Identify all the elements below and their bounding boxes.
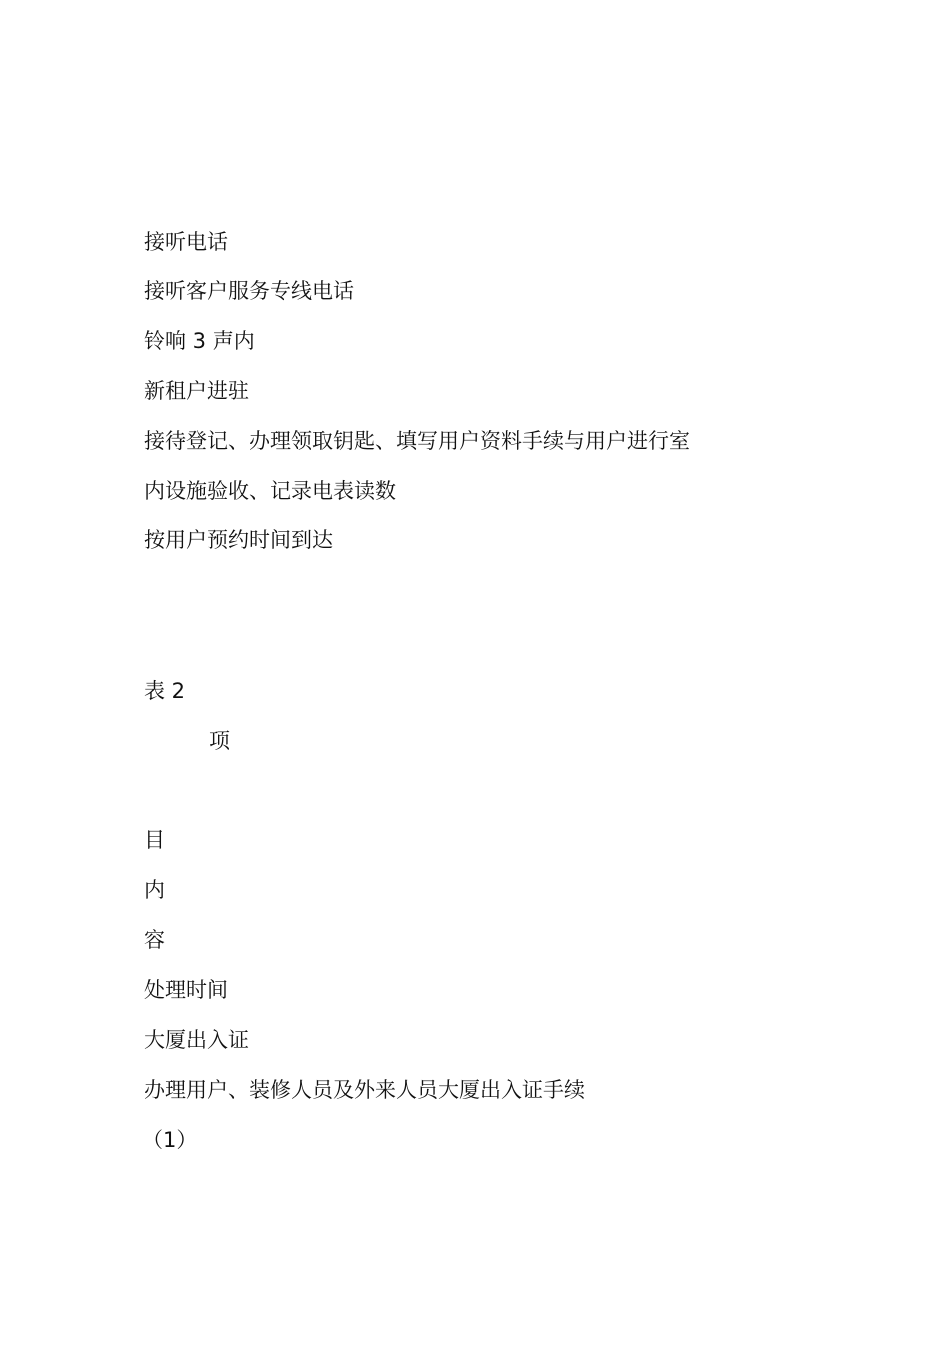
- table-header-rong: 容: [144, 928, 165, 952]
- table-header-mu: 目: [144, 828, 165, 852]
- text-line-7: 按用户预约时间到达: [144, 528, 333, 552]
- table-header-time: 处理时间: [144, 978, 228, 1002]
- text-line-5: 接待登记、办理领取钥匙、填写用户资料手续与用户进行室: [144, 429, 690, 453]
- text-line-3: 铃响 3 声内: [144, 329, 255, 353]
- text-line-numbered: （1）: [142, 1128, 198, 1152]
- text-line-1: 接听电话: [144, 230, 228, 254]
- table-caption: 表 2: [144, 679, 186, 703]
- table-header-item: 项: [209, 729, 230, 753]
- text-line-pass: 大厦出入证: [144, 1028, 249, 1052]
- text-line-4: 新租户进驻: [144, 379, 249, 403]
- text-line-pass-desc: 办理用户、装修人员及外来人员大厦出入证手续: [144, 1078, 585, 1102]
- table-header-nei: 内: [144, 878, 165, 902]
- text-line-6: 内设施验收、记录电表读数: [144, 479, 396, 503]
- text-line-2: 接听客户服务专线电话: [144, 279, 354, 303]
